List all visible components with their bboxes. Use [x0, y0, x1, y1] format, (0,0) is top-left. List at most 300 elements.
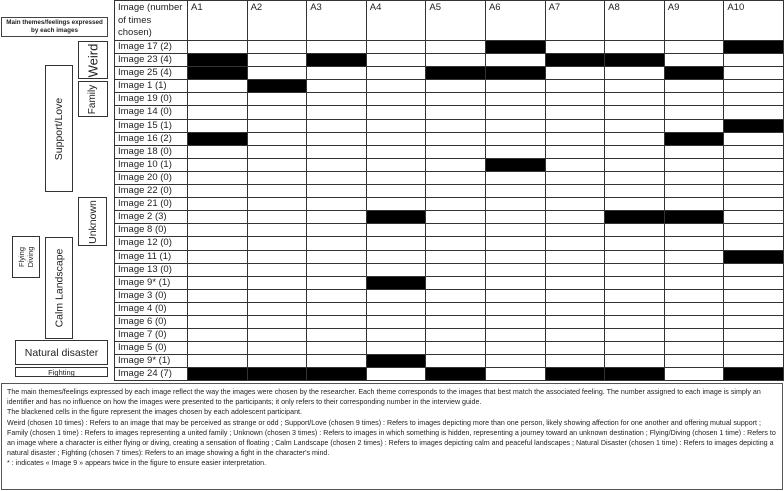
- empty-cell: [485, 80, 545, 93]
- empty-cell: [724, 237, 784, 250]
- chosen-cell: [366, 211, 426, 224]
- theme-unknown: [78, 197, 107, 246]
- empty-cell: [307, 145, 367, 158]
- table-row: [115, 355, 784, 368]
- empty-cell: [366, 224, 426, 237]
- chosen-cell: [485, 67, 545, 80]
- empty-cell: [545, 276, 605, 289]
- empty-cell: [545, 119, 605, 132]
- empty-cell: [366, 198, 426, 211]
- empty-cell: [426, 342, 486, 355]
- image-label: Image 15 (1): [115, 119, 188, 132]
- empty-cell: [724, 289, 784, 302]
- empty-cell: [188, 198, 248, 211]
- chosen-cell: [545, 368, 605, 381]
- empty-cell: [188, 263, 248, 276]
- empty-cell: [664, 41, 724, 54]
- empty-cell: [426, 224, 486, 237]
- chosen-cell: [724, 41, 784, 54]
- empty-cell: [485, 198, 545, 211]
- empty-cell: [426, 132, 486, 145]
- choice-grid: [114, 0, 784, 381]
- empty-cell: [724, 302, 784, 315]
- image-label: Image 17 (2): [115, 41, 188, 54]
- empty-cell: [664, 171, 724, 184]
- empty-cell: [247, 329, 307, 342]
- table-row: [115, 276, 784, 289]
- empty-cell: [247, 250, 307, 263]
- table-row: [115, 119, 784, 132]
- empty-cell: [366, 145, 426, 158]
- empty-cell: [307, 106, 367, 119]
- empty-cell: [188, 289, 248, 302]
- empty-cell: [605, 302, 665, 315]
- empty-cell: [426, 211, 486, 224]
- chosen-cell: [188, 132, 248, 145]
- table-row: [115, 106, 784, 119]
- empty-cell: [426, 237, 486, 250]
- empty-cell: [664, 368, 724, 381]
- table-row: [115, 237, 784, 250]
- empty-cell: [247, 198, 307, 211]
- empty-cell: [188, 250, 248, 263]
- empty-cell: [366, 237, 426, 250]
- empty-cell: [307, 158, 367, 171]
- empty-cell: [307, 355, 367, 368]
- empty-cell: [545, 171, 605, 184]
- table-row: [115, 198, 784, 211]
- empty-cell: [605, 263, 665, 276]
- theme-label: Flying Diving: [17, 246, 35, 268]
- empty-cell: [724, 185, 784, 198]
- empty-cell: [426, 158, 486, 171]
- empty-cell: [426, 171, 486, 184]
- empty-cell: [247, 119, 307, 132]
- empty-cell: [307, 263, 367, 276]
- empty-cell: [307, 185, 367, 198]
- image-label: Image 21 (0): [115, 198, 188, 211]
- image-label: Image 9* (1): [115, 355, 188, 368]
- image-label: Image 8 (0): [115, 224, 188, 237]
- participant-header: A9: [664, 1, 724, 41]
- empty-cell: [545, 80, 605, 93]
- image-label: Image 1 (1): [115, 80, 188, 93]
- empty-cell: [485, 211, 545, 224]
- theme-calm-landscape: [45, 237, 73, 339]
- empty-cell: [426, 263, 486, 276]
- empty-cell: [247, 171, 307, 184]
- empty-cell: [426, 119, 486, 132]
- empty-cell: [307, 342, 367, 355]
- chosen-cell: [724, 119, 784, 132]
- table-row: [115, 41, 784, 54]
- empty-cell: [485, 302, 545, 315]
- empty-cell: [366, 93, 426, 106]
- image-label: Image 16 (2): [115, 132, 188, 145]
- empty-cell: [664, 276, 724, 289]
- chosen-cell: [545, 54, 605, 67]
- empty-cell: [307, 237, 367, 250]
- empty-cell: [545, 329, 605, 342]
- empty-cell: [366, 302, 426, 315]
- chosen-cell: [426, 67, 486, 80]
- empty-cell: [307, 171, 367, 184]
- participant-header: A2: [247, 1, 307, 41]
- table-row: [115, 224, 784, 237]
- empty-cell: [188, 355, 248, 368]
- empty-cell: [247, 289, 307, 302]
- empty-cell: [426, 145, 486, 158]
- theme-label: Unknown: [86, 199, 99, 244]
- empty-cell: [724, 276, 784, 289]
- empty-cell: [247, 342, 307, 355]
- chosen-cell: [188, 54, 248, 67]
- image-label: Image 23 (4): [115, 54, 188, 67]
- empty-cell: [485, 171, 545, 184]
- empty-cell: [664, 355, 724, 368]
- empty-cell: [724, 211, 784, 224]
- empty-cell: [307, 80, 367, 93]
- empty-cell: [307, 289, 367, 302]
- empty-cell: [485, 263, 545, 276]
- image-label: Image 2 (3): [115, 211, 188, 224]
- image-label: Image 13 (0): [115, 263, 188, 276]
- table-row: [115, 315, 784, 328]
- empty-cell: [545, 302, 605, 315]
- image-label: Image 10 (1): [115, 158, 188, 171]
- empty-cell: [724, 329, 784, 342]
- theme-label: Weird: [85, 43, 101, 77]
- empty-cell: [605, 145, 665, 158]
- empty-cell: [426, 80, 486, 93]
- empty-cell: [545, 158, 605, 171]
- empty-cell: [188, 342, 248, 355]
- chosen-cell: [307, 368, 367, 381]
- image-label: Image 9* (1): [115, 276, 188, 289]
- empty-cell: [545, 263, 605, 276]
- empty-cell: [664, 315, 724, 328]
- empty-cell: [664, 198, 724, 211]
- empty-cell: [485, 224, 545, 237]
- chosen-cell: [724, 250, 784, 263]
- empty-cell: [247, 211, 307, 224]
- image-label: Image 19 (0): [115, 93, 188, 106]
- empty-cell: [307, 93, 367, 106]
- empty-cell: [545, 67, 605, 80]
- participant-header: A10: [724, 1, 784, 41]
- empty-cell: [247, 302, 307, 315]
- empty-cell: [605, 289, 665, 302]
- empty-cell: [366, 329, 426, 342]
- empty-cell: [307, 41, 367, 54]
- empty-cell: [366, 119, 426, 132]
- empty-cell: [605, 67, 665, 80]
- grid-body: [115, 41, 784, 381]
- empty-cell: [724, 145, 784, 158]
- chosen-cell: [307, 54, 367, 67]
- image-label: Image 12 (0): [115, 237, 188, 250]
- table-row: [115, 185, 784, 198]
- empty-cell: [188, 315, 248, 328]
- empty-cell: [247, 158, 307, 171]
- empty-cell: [426, 41, 486, 54]
- empty-cell: [724, 224, 784, 237]
- empty-cell: [426, 289, 486, 302]
- empty-cell: [545, 250, 605, 263]
- empty-cell: [545, 355, 605, 368]
- empty-cell: [605, 132, 665, 145]
- empty-cell: [307, 302, 367, 315]
- image-label: Image 14 (0): [115, 106, 188, 119]
- empty-cell: [247, 145, 307, 158]
- caption-paragraph: Weird (chosen 10 times) : Refers to an image that may be perceived as strange or odd ; Support/Love (chosen 9 times) : Refers to images depicting more than one person, likely showing affection for one another and offering mutual support ; Family (chosen 1 time) : Refers to images representing a united family ; Unknown (chosen 3 times) : Refers to images in which something is hidden, representing a journey toward an unknown destination ; Flying/Diving (chosen 1 time) : Refers to an image where a character is either flying or diving, creating a sensation of floating ; Calm Landscape (chosen 2 times) : Refers to images depicting calm and peaceful landscapes ; Natural Disaster (chosen 1 time) : Refers to images depicting a natural disaster ; Fighting (chosen 7 times): Refers to an image showing a fight in the character's mind.: [7, 418, 776, 458]
- empty-cell: [247, 355, 307, 368]
- empty-cell: [426, 250, 486, 263]
- empty-cell: [485, 106, 545, 119]
- chosen-cell: [485, 158, 545, 171]
- empty-cell: [605, 41, 665, 54]
- empty-cell: [307, 132, 367, 145]
- empty-cell: [307, 198, 367, 211]
- theme-natural-disaster: [15, 340, 108, 365]
- empty-cell: [485, 119, 545, 132]
- image-label: Image 11 (1): [115, 250, 188, 263]
- empty-cell: [426, 302, 486, 315]
- empty-cell: [545, 41, 605, 54]
- empty-cell: [247, 93, 307, 106]
- empty-cell: [307, 250, 367, 263]
- empty-cell: [307, 119, 367, 132]
- empty-cell: [605, 158, 665, 171]
- empty-cell: [545, 93, 605, 106]
- empty-cell: [188, 302, 248, 315]
- empty-cell: [366, 67, 426, 80]
- empty-cell: [366, 80, 426, 93]
- empty-cell: [605, 250, 665, 263]
- empty-cell: [307, 276, 367, 289]
- empty-cell: [545, 198, 605, 211]
- chosen-cell: [664, 132, 724, 145]
- empty-cell: [724, 158, 784, 171]
- image-label: Image 3 (0): [115, 289, 188, 302]
- empty-cell: [247, 132, 307, 145]
- empty-cell: [664, 145, 724, 158]
- empty-cell: [247, 185, 307, 198]
- empty-cell: [485, 355, 545, 368]
- table-row: [115, 302, 784, 315]
- table-row: [115, 171, 784, 184]
- empty-cell: [545, 224, 605, 237]
- chosen-cell: [605, 211, 665, 224]
- caption-paragraph: The blackened cells in the figure represent the images chosen by each adolescent participant.: [7, 408, 302, 417]
- empty-cell: [188, 237, 248, 250]
- empty-cell: [724, 263, 784, 276]
- table-row: [115, 67, 784, 80]
- empty-cell: [366, 250, 426, 263]
- empty-cell: [188, 276, 248, 289]
- empty-cell: [485, 315, 545, 328]
- table-row: [115, 80, 784, 93]
- empty-cell: [188, 224, 248, 237]
- empty-cell: [664, 119, 724, 132]
- participant-header: A4: [366, 1, 426, 41]
- table-row: [115, 250, 784, 263]
- empty-cell: [485, 145, 545, 158]
- empty-cell: [545, 315, 605, 328]
- image-column-header: Image (number of times chosen): [115, 1, 188, 41]
- empty-cell: [366, 106, 426, 119]
- empty-cell: [366, 342, 426, 355]
- header-row: [115, 1, 784, 41]
- empty-cell: [366, 171, 426, 184]
- image-label: Image 5 (0): [115, 342, 188, 355]
- theme-label: Support/Love: [53, 97, 65, 160]
- empty-cell: [485, 276, 545, 289]
- empty-cell: [664, 289, 724, 302]
- empty-cell: [664, 106, 724, 119]
- image-label: Image 25 (4): [115, 67, 188, 80]
- table-row: [115, 289, 784, 302]
- table-row: [115, 263, 784, 276]
- empty-cell: [247, 41, 307, 54]
- empty-cell: [724, 342, 784, 355]
- image-label: Image 22 (0): [115, 185, 188, 198]
- caption-paragraph: The main themes/feelings expressed by each image reflect the way the images were chosen by the researcher. Each theme corresponds to the images that best match the associated feeling. The number assigned to each image is simply an identifier and has no influence on how the images were presented to the participants; it only refers to their corresponding number in the interview guide.: [7, 388, 761, 407]
- empty-cell: [664, 158, 724, 171]
- theme-label: Calm Landscape: [53, 248, 66, 328]
- empty-cell: [366, 368, 426, 381]
- empty-cell: [188, 106, 248, 119]
- caption-paragraph: * : indicates « Image 9 » appears twice in the figure to ensure easier interpretation.: [7, 459, 267, 468]
- empty-cell: [247, 315, 307, 328]
- empty-cell: [188, 145, 248, 158]
- theme-weird: [78, 41, 108, 79]
- empty-cell: [605, 315, 665, 328]
- empty-cell: [605, 355, 665, 368]
- empty-cell: [188, 211, 248, 224]
- empty-cell: [605, 198, 665, 211]
- empty-cell: [307, 224, 367, 237]
- participant-header: A6: [485, 1, 545, 41]
- empty-cell: [724, 198, 784, 211]
- chosen-cell: [485, 41, 545, 54]
- empty-cell: [307, 211, 367, 224]
- chosen-cell: [426, 368, 486, 381]
- empty-cell: [605, 93, 665, 106]
- empty-cell: [247, 237, 307, 250]
- theme-label: Natural disaster: [24, 346, 99, 359]
- empty-cell: [485, 342, 545, 355]
- chosen-cell: [664, 67, 724, 80]
- empty-cell: [426, 276, 486, 289]
- empty-cell: [605, 80, 665, 93]
- empty-cell: [664, 250, 724, 263]
- empty-cell: [366, 54, 426, 67]
- empty-cell: [724, 355, 784, 368]
- empty-cell: [545, 185, 605, 198]
- empty-cell: [366, 185, 426, 198]
- table-row: [115, 132, 784, 145]
- theme-fighting: [15, 367, 108, 377]
- empty-cell: [664, 224, 724, 237]
- empty-cell: [724, 106, 784, 119]
- empty-cell: [724, 132, 784, 145]
- empty-cell: [307, 329, 367, 342]
- image-label: Image 24 (7): [115, 368, 188, 381]
- empty-cell: [188, 119, 248, 132]
- theme-label: Fighting: [48, 367, 75, 377]
- empty-cell: [485, 237, 545, 250]
- table-row: [115, 145, 784, 158]
- table-row: [115, 158, 784, 171]
- empty-cell: [247, 276, 307, 289]
- empty-cell: [664, 237, 724, 250]
- empty-cell: [426, 54, 486, 67]
- theme-family: [78, 81, 108, 117]
- image-label: Image 18 (0): [115, 145, 188, 158]
- chosen-cell: [247, 368, 307, 381]
- empty-cell: [605, 224, 665, 237]
- empty-cell: [247, 67, 307, 80]
- empty-cell: [426, 185, 486, 198]
- table-row: [115, 329, 784, 342]
- empty-cell: [485, 185, 545, 198]
- empty-cell: [485, 54, 545, 67]
- empty-cell: [664, 185, 724, 198]
- chosen-cell: [366, 355, 426, 368]
- image-label: Image 7 (0): [115, 329, 188, 342]
- empty-cell: [605, 237, 665, 250]
- theme-support-love: [45, 65, 73, 192]
- participant-header: A7: [545, 1, 605, 41]
- empty-cell: [247, 224, 307, 237]
- empty-cell: [664, 93, 724, 106]
- empty-cell: [426, 315, 486, 328]
- legend-title: Main themes/feelings expressed by each images: [1, 17, 108, 37]
- empty-cell: [545, 342, 605, 355]
- empty-cell: [724, 80, 784, 93]
- empty-cell: [366, 263, 426, 276]
- empty-cell: [188, 158, 248, 171]
- empty-cell: [724, 171, 784, 184]
- empty-cell: [188, 41, 248, 54]
- empty-cell: [724, 54, 784, 67]
- empty-cell: [426, 198, 486, 211]
- chosen-cell: [188, 67, 248, 80]
- image-label: Image 20 (0): [115, 171, 188, 184]
- empty-cell: [664, 80, 724, 93]
- empty-cell: [188, 93, 248, 106]
- empty-cell: [545, 132, 605, 145]
- figure-caption: [1, 383, 783, 490]
- theme-flying-diving: [12, 236, 40, 278]
- empty-cell: [366, 289, 426, 302]
- table-row: [115, 54, 784, 67]
- empty-cell: [485, 250, 545, 263]
- empty-cell: [366, 41, 426, 54]
- empty-cell: [545, 289, 605, 302]
- table-row: [115, 368, 784, 381]
- theme-label: Family: [87, 84, 99, 114]
- empty-cell: [664, 302, 724, 315]
- empty-cell: [485, 368, 545, 381]
- empty-cell: [605, 185, 665, 198]
- empty-cell: [366, 315, 426, 328]
- empty-cell: [485, 132, 545, 145]
- table-row: [115, 342, 784, 355]
- empty-cell: [545, 145, 605, 158]
- empty-cell: [426, 329, 486, 342]
